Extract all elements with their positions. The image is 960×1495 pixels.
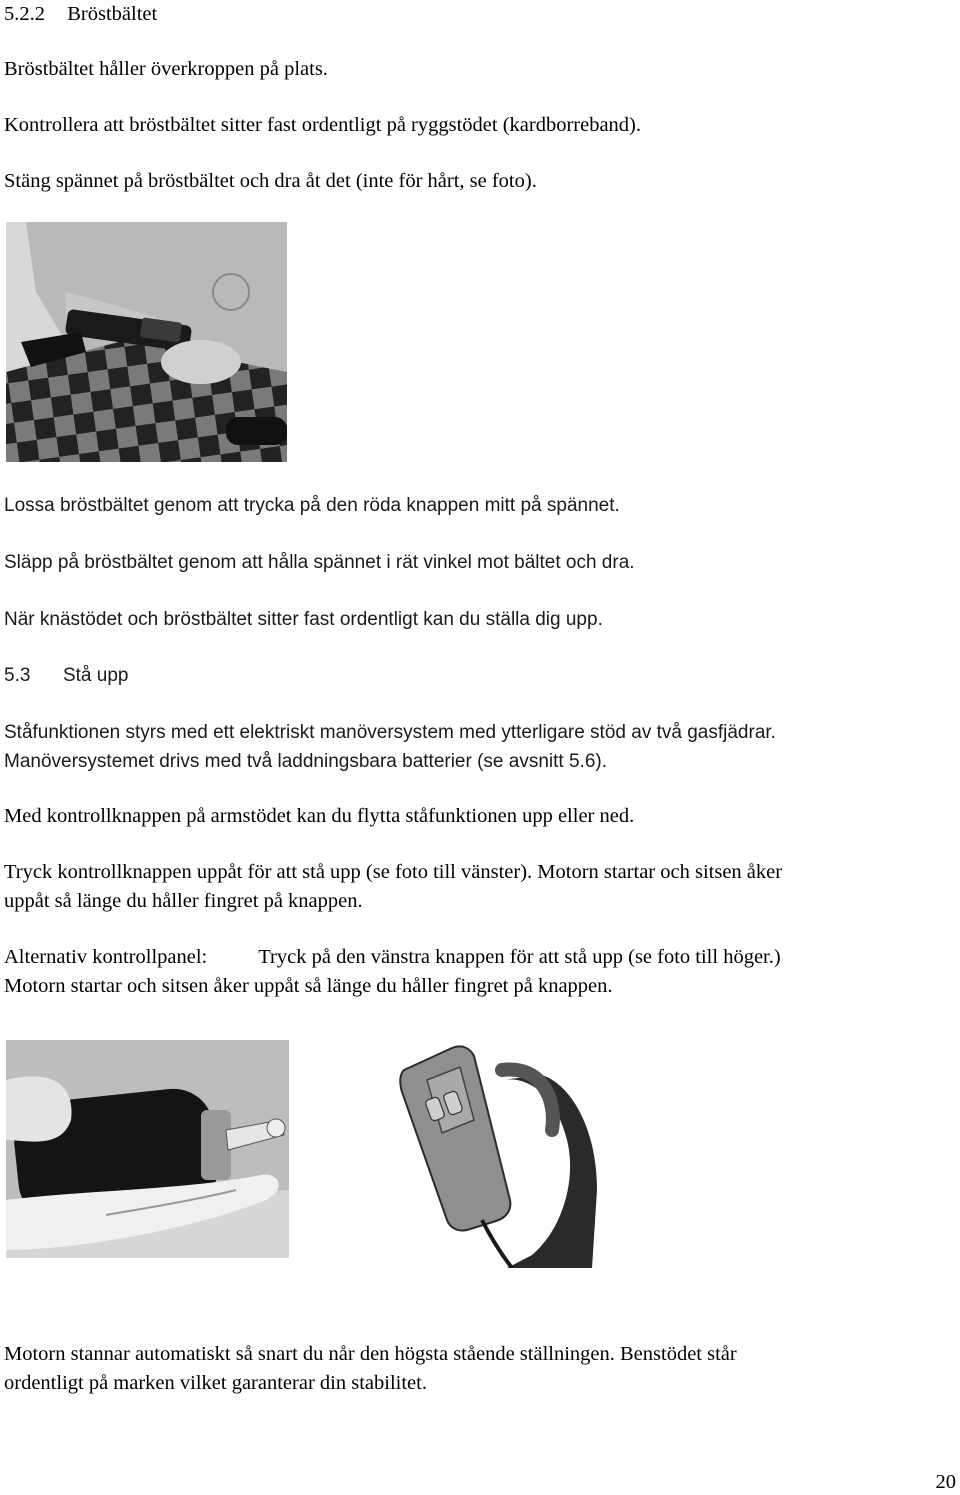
handheld-control-photo <box>382 1040 602 1268</box>
paragraph: Med kontrollknappen på armstödet kan du flytta ståfunktionen upp eller ned. <box>4 805 635 827</box>
paragraph: Ståfunktionen styrs med ett elektriskt manöversystem med ytterligare stöd av två gasfjädrar. <box>4 722 776 743</box>
paragraph: uppåt så länge du håller fingret på knappen. <box>4 890 363 912</box>
paragraph: Lossa bröstbältet genom att trycka på den röda knappen mitt på spännet. <box>4 495 620 516</box>
paragraph: När knästödet och bröstbältet sitter fast ordentligt kan du ställa dig upp. <box>4 609 603 630</box>
paragraph: Manöversystemet drivs med två laddningsbara batterier (se avsnitt 5.6). <box>4 751 607 772</box>
paragraph: Tryck kontrollknappen uppåt för att stå upp (se foto till vänster). Motorn startar och sitsen åker <box>4 861 783 883</box>
paragraph: Kontrollera att bröstbältet sitter fast ordentligt på ryggstödet (kardborreband). <box>4 114 642 136</box>
section-title: Stå upp <box>62 665 129 686</box>
chest-belt-photo <box>6 222 287 462</box>
page-number: 20 <box>935 1471 956 1493</box>
section-title: Bröstbältet <box>67 3 158 25</box>
alternative-panel-label: Alternativ kontrollpanel: <box>4 946 208 968</box>
section-number: 5.2.2 <box>4 3 45 25</box>
section-heading-5-2-2 <box>4 0 157 29</box>
paragraph: Bröstbältet håller överkroppen på plats. <box>4 58 328 80</box>
armrest-control-photo <box>6 1040 289 1258</box>
alternative-panel-line <box>4 943 781 972</box>
paragraph: Stäng spännet på bröstbältet och dra åt det (inte för hårt, se foto). <box>4 170 537 192</box>
section-heading-5-3 <box>4 661 128 690</box>
paragraph: Motorn stannar automatiskt så snart du når den högsta stående ställningen. Benstödet står <box>4 1343 737 1365</box>
alternative-panel-text: Tryck på den vänstra knappen för att stå upp (se foto till höger.) <box>258 946 781 968</box>
section-number: 5.3 <box>4 665 31 686</box>
paragraph: Släpp på bröstbältet genom att hålla spännet i rät vinkel mot bältet och dra. <box>4 552 635 573</box>
paragraph: Motorn startar och sitsen åker uppåt så länge du håller fingret på knappen. <box>4 975 613 997</box>
paragraph: ordentligt på marken vilket garanterar din stabilitet. <box>4 1372 427 1394</box>
